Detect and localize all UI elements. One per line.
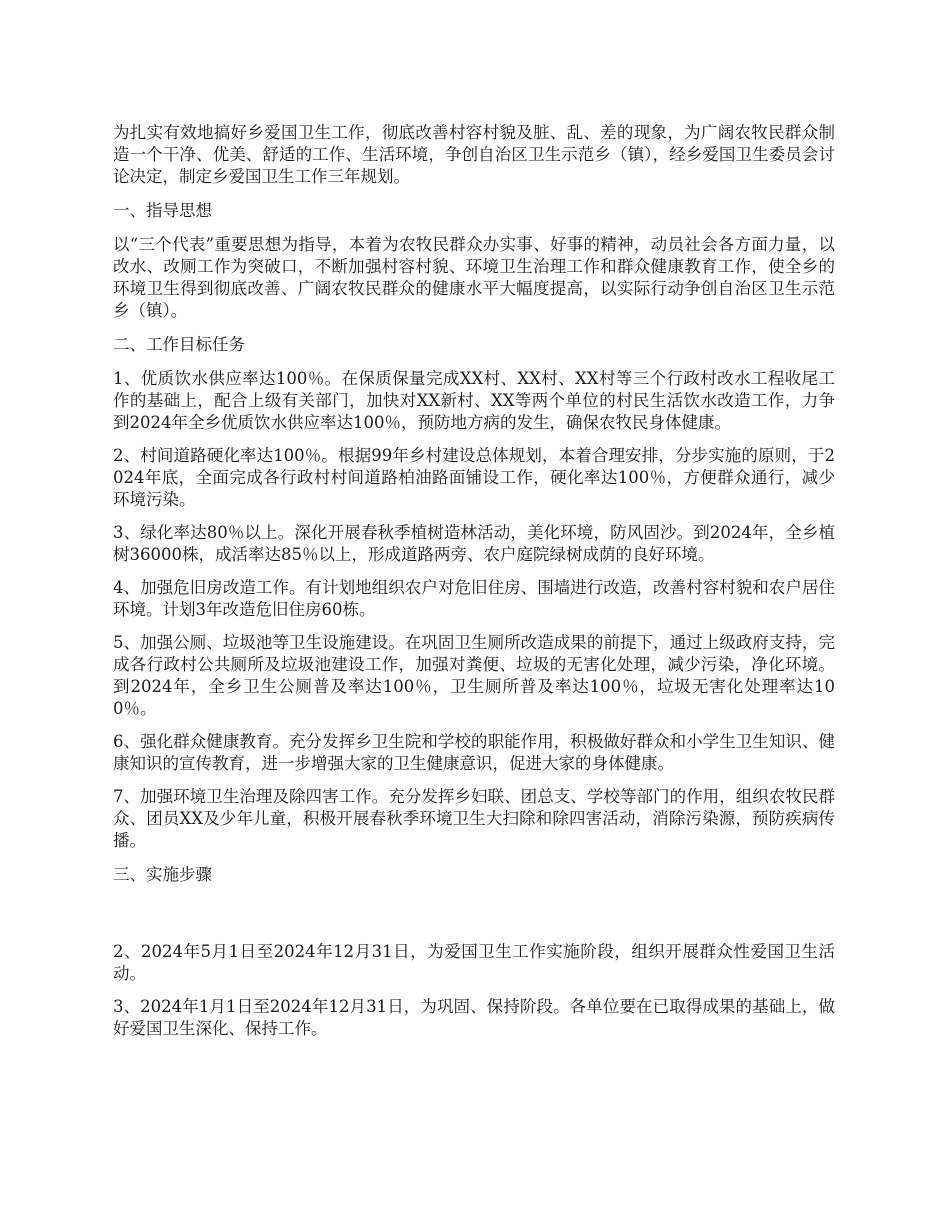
goal-item-6: 6、强化群众健康教育。充分发挥乡卫生院和学校的职能作用，积极做好群众和小学生卫生知识、健康知识的宣传教育，进一步增强大家的卫生健康意识，促进大家的身体健康。 <box>113 732 835 773</box>
goal-item-5: 5、加强公厕、垃圾池等卫生设施建设。在巩固卫生厕所改造成果的前提下，通过上级政府支持，完成各行政村公共厕所及垃圾池建设工作，加强对粪便、垃圾的无害化处理，减少污染，净化环境。到2024年，全乡卫生公厕普及率达100％，卫生厕所普及率达100％，垃圾无害化处理率达100％。 <box>113 633 835 718</box>
intro-paragraph: 为扎实有效地搞好乡爱国卫生工作，彻底改善村容村貌及脏、乱、差的现象，为广阔农牧民群众制造一个干净、优美、舒适的工作、生活环境，争创自治区卫生示范乡（镇），经乡爱国卫生委员会讨论决定，制定乡爱国卫生工作三年规划。 <box>113 123 835 186</box>
goal-item-2: 2、村间道路硬化率达100％。根据99年乡村建设总体规划，本着合理安排，分步实施的原则，于2024年底，全面完成各行政村村间道路柏油路面铺设工作，硬化率达100％，方便群众通行，减少环境污染。 <box>113 446 835 509</box>
section-heading-implementation-steps: 三、实施步骤 <box>113 865 212 884</box>
goal-item-3: 3、绿化率达80％以上。深化开展春秋季植树造林活动，美化环境，防风固沙。到2024年，全乡植树36000株，成活率达85％以上，形成道路两旁、农户庭院绿树成荫的良好环境。 <box>113 523 835 564</box>
goal-item-4: 4、加强危旧房改造工作。有计划地组织农户对危旧住房、围墙进行改造，改善村容村貌和农户居住环境。计划3年改造危旧住房60栋。 <box>113 578 835 619</box>
goal-item-7: 7、加强环境卫生治理及除四害工作。充分发挥乡妇联、团总支、学校等部门的作用，组织农牧民群众、团员XX及少年儿童，积极开展春秋季环境卫生大扫除和除四害活动，消除污染源，预防疾病传播。 <box>113 787 835 850</box>
section-heading-work-goals: 二、工作目标任务 <box>113 335 245 354</box>
document-page <box>113 122 835 1040</box>
guiding-ideology-paragraph: 以“三个代表”重要思想为指导，本着为农牧民群众办实事、好事的精神，动员社会各方面力量，以改水、改厕工作为突破口，不断加强村容村貌、环境卫生治理工作和群众健康教育工作，使全乡的环境卫生得到彻底改善、广阔农牧民群众的健康水平大幅度提高，以实际行动争创自治区卫生示范乡（镇）。 <box>113 235 835 320</box>
step-item-2: 2、2024年5月1日至2024年12月31日，为爱国卫生工作实施阶段，组织开展群众性爱国卫生活动。 <box>113 942 835 983</box>
step-item-3: 3、2024年1月1日至2024年12月31日，为巩固、保持阶段。各单位要在已取得成果的基础上，做好爱国卫生深化、保持工作。 <box>113 997 835 1038</box>
goal-item-1: 1、优质饮水供应率达100％。在保质保量完成XX村、XX村、XX村等三个行政村改水工程收尾工作的基础上，配合上级有关部门，加快对XX新村、XX等两个单位的村民生活饮水改造工作，力争到2024年全乡优质饮水供应率达100％，预防地方病的发生，确保农牧民身体健康。 <box>113 369 835 432</box>
section-heading-guiding-ideology: 一、指导思想 <box>113 201 212 220</box>
